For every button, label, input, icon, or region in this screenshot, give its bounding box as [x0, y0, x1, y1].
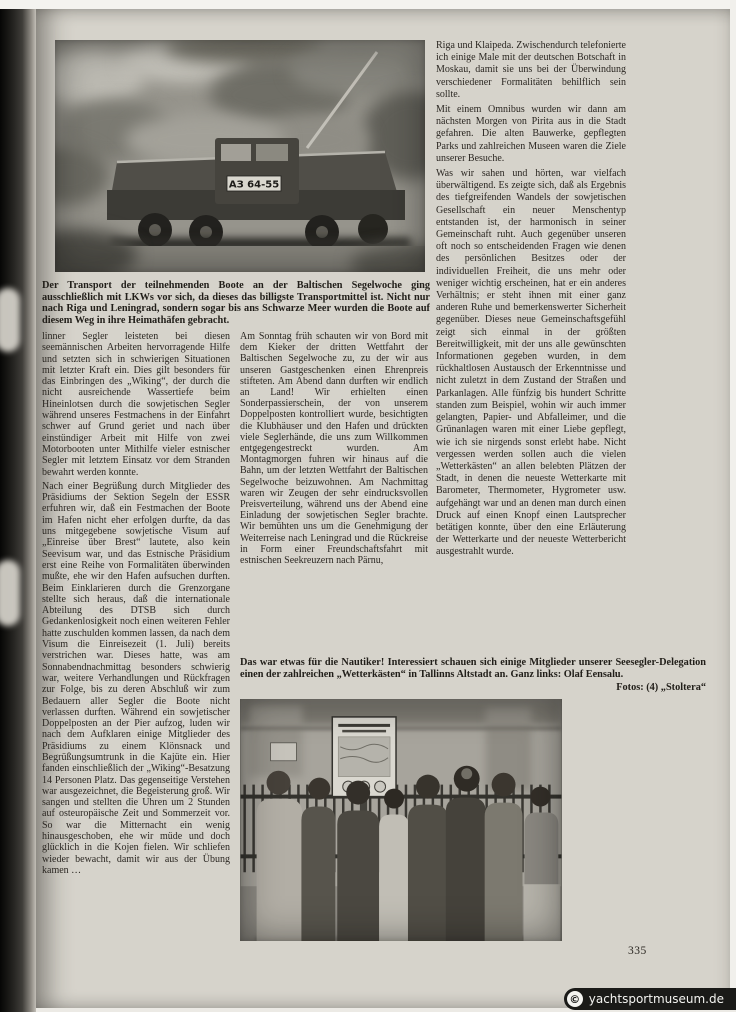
copyright-icon: ©: [567, 991, 583, 1007]
caption-bottom: [240, 657, 706, 695]
photo-weather-case: [240, 699, 562, 941]
watermark: [564, 988, 736, 1010]
paragraph: Nach einer Begrüßung durch Mitglieder des Präsidiums der Sektion Segeln der ESSR erfuhren wir, daß ein Festmachen der Boote im Hafen nicht eher erfolgen durfte, da das uns mitgegebene sowjetische Visum auf „Einreise über Brest“ lautete, also kein Seevisum war, und das Estnische Präsidium erst eine Reihe von Formalitäten überwinden mußte, ehe wir den Hafen aufsuchen durften. Beim Einklarieren durch die Grenzorgane stellte sich heraus, daß die internationale Abteilung des DTSB sich durch Gedankenlosigkeit noch einen weiteren Fehler hatte zuschulden kommen lassen, da nach dem Visum die Einreisezeit (1. Juli) bereits verstrichen war. Dieses hatte, was am Sonnabendnachmittag besonders schwierig war, weitere Verhandlungen und Rückfragen zur Folge, bis zu deren Abschluß wir zum Bedauern aller Segler die Boote nicht verlassen durften. Während ein sowjetischer Doppelposten an der Pier aufzog, luden wir nach dem Aufklaren einige Mitglieder des Präsidiums zu einem Klönsnack und Begrüßungsumtrunk in die Kajüte ein. Hier fanden einschließlich der „Wiking“-Besatzung 14 Personen Platz. Das gegenseitige Verstehen war ausgezeichnet, die Begeisterung groß. Wir sangen und stellten die Uhren um 2 Stunden auf osteuropäische Zeit und Sommerzeit vor. So war die Mitternacht ein wenig hinausgeschoben, ehe wir müde und doch glücklich in die Kojen fielen. Wir schliefen wieder bewacht, damit wir aus der Übung kamen …: [42, 480, 230, 876]
hygrometer-dial: [375, 781, 386, 792]
paragraph: linner Segler leisteten bei diesen seemännischen Arbeiten hervorragende Hilfe und setzten sich in schwierigen Situationen mit letzter Kraft ein. Dies gilt besonders für das Einbringen des „Wiking“, der durch die nicht ausreichende Wassertiefe beim Hineinlotsen durch die sowjetischen Segler während unseres Festmachens in der Einfahrt schwer auf Grund geriet und nach über einstündiger Arbeit mit Hilfe von zwei Motorbooten unter Mithilfe vieler estnischer Segler mit letztem Einsatz vor dem Stranden bewahrt werden konnte.: [42, 331, 230, 478]
photo-boat-transport: [55, 40, 425, 272]
binder-ring: [0, 288, 20, 352]
paragraph: Riga und Klaipeda. Zwischendurch telefonierte ich einige Male mit der deutschen Botschaft in Moskau, damit sie uns bei der Überwindung verschiedener Formalitäten behilflich sein sollte.: [436, 40, 626, 100]
license-plate-text: АЗ 64-55: [228, 179, 280, 191]
photo-boat-transport-art: [55, 40, 425, 272]
page-paper: [36, 9, 730, 1008]
watermark-text: yachtsportmuseum.de: [588, 992, 724, 1006]
text-column-middle: [240, 331, 428, 659]
cab-window: [221, 144, 251, 161]
photo-credit: Fotos: (4) „Stoltera“: [608, 682, 706, 694]
photo-weather-case-art: [240, 699, 562, 941]
wall-plaque: [271, 743, 297, 761]
scan-edge-right: [730, 0, 736, 1012]
scan-edge-top: [0, 0, 736, 9]
caption-top: Der Transport der teilnehmenden Boote an der Baltischen Segelwoche ging ausschließlich mit LKWs vor sich, da dieses das billigste Transportmittel ist. Nicht nur nach Riga und Leningrad, sondern sogar bis ans Schwarze Meer wurden die Boote auf diesem Weg in ihre Heimathäfen gebracht.: [42, 280, 430, 326]
page-number: 335: [628, 945, 647, 957]
text-column-right: [436, 40, 626, 632]
binder-ring: [0, 560, 20, 626]
paragraph: Was wir sahen und hörten, war vielfach überwältigend. Es zeigte sich, daß als Ergebnis des tiefgreifenden Wandels der sowjetischen Gesellschaft ein neuer Menschentyp entstanden ist, der harmonisch in seiner Gemeinschaft ruht. Auch gegenüber unseren oft noch so entscheidenden Fragen wie denen des persönlichen Besitzes oder der individuellen Freiheit, die uns mehr oder weniger wichtig erscheinen, hat er ein anderes Verhältnis; er steht ihnen mit einer ganz anderen Ruhe und bemerkenswerter Sicherheit gegenüber. Dieses neue Gemeinschaftsgefühl zeigt sich einmal in der größten Bereitwilligkeit, mit der uns alle gewünschten Informationen gegeben wurden, in dem rückhaltlosen Austausch der Erkenntnisse und nicht zuletzt in dem Zustand der Straßen und Parkanlagen. Alle fünfzig bis hundert Schritte standen zum Beispiel, wohin wir auch immer gelangten, Papier- und Abfalleimer, und die Grünanlagen waren mit einer Liebe gepflegt, wie ich sie nirgends sonst erlebt habe. Nicht vergessen werden sollen auch die vielen „Wetterkästen“ an allen belebten Plätzen der Stadt, in denen die neueste Wetterkarte mit Barometer, Thermometer, Hygrometer usw. aufgehängt war und an denen man durch einen Druck auf einen Knopf einen Lautsprecher betätigen konnte, über den eine Erläuterung der Wetterkarte und der neueste Wetterbericht ausgestrahlt wurde.: [436, 168, 626, 558]
caption-bottom-text: Das war etwas für die Nautiker! Interessiert schauen sich einige Mitglieder unserer Seesegler-Delegation einen der zahlreichen „Wetterkästen“ in Tallinns Altstadt an. Ganz links: Olaf Eensalu.: [240, 657, 706, 680]
text-column-left: [42, 331, 230, 956]
book-binding: [0, 0, 36, 1012]
paragraph: Am Sonntag früh schauten wir von Bord mit dem Kieker der dritten Wettfahrt der Baltischen Segelwoche zu, zu der wir aus unseren Gastgeschenken einen Ehrenpreis stifteten. Am Abend dann durften wir endlich an Land! Wir erhielten einen Sonderpassierschein, der von unserem Doppelposten kontrolliert wurde, besichtigten die Klubhäuser und den Hafen und drückten viele Seglerhände, die uns zum Willkommen entgegengestreckt wurden. Am Montagmorgen fuhren wir hinaus auf die Bahn, um der letzten Wettfahrt der Baltischen Segelwoche beizuwohnen. Am Nachmittag waren wir Zeugen der sehr eindrucksvollen Preisverteilung, während uns der Abend eine Einladung der sowjetischen Segler brachte. Wir bemühten uns um die Genehmigung der Weiterreise nach Leningrad und die Rückreise in Form einer Freundschaftsfahrt mit estnischen Seekreuzern nach Pärnu,: [240, 331, 428, 567]
cab-window: [256, 144, 288, 161]
paragraph: Mit einem Omnibus wurden wir dann am nächsten Morgen von Pirita aus in die Stadt gefahren. Die alten Bauwerke, gepflegten Parks und zahlreichen Museen waren die Ziele unserer Besuche.: [436, 104, 626, 164]
